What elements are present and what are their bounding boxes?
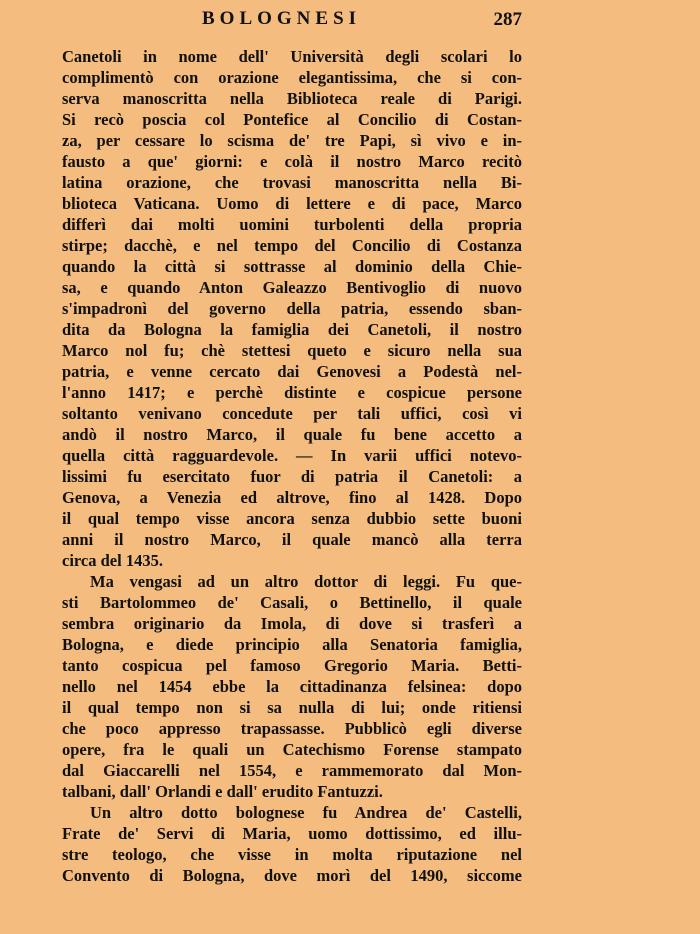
page-header: [62, 8, 522, 34]
text-line: differì dai molti uomini turbolenti della propria: [62, 215, 522, 234]
text-line: il qual tempo non si sa nulla di lui; onde ritiensi: [62, 698, 522, 717]
text-line: serva manoscritta nella Biblioteca reale di Parigi.: [62, 89, 522, 108]
text-line: dita da Bologna la famiglia dei Canetoli, il nostro: [62, 320, 522, 339]
text-line: tanto cospicua pel famoso Gregorio Maria. Betti-: [62, 656, 522, 675]
text-line: andò il nostro Marco, il quale fu bene accetto a: [62, 425, 522, 444]
text-line: anni il nostro Marco, il quale mancò alla terra: [62, 530, 522, 549]
text-line: quando la città si sottrasse al dominio della Chie-: [62, 257, 522, 276]
text-line: fausto a que' giorni: e colà il nostro Marco recitò: [62, 152, 522, 171]
text-line: Frate de' Servi di Maria, uomo dottissimo, ed illu-: [62, 824, 522, 843]
text-line: opere, fra le quali un Catechismo Forense stampato: [62, 740, 522, 759]
text-line: soltanto venivano concedute per tali uffici, così vi: [62, 404, 522, 423]
text-line: Canetoli in nome dell' Università degli scolari lo: [62, 47, 522, 66]
text-line: che poco appresso trapassasse. Pubblicò egli diverse: [62, 719, 522, 738]
text-line: patria, e venne cercato dai Genovesi a Podestà nel-: [62, 362, 522, 381]
text-line: talbani, dall' Orlandi e dall' erudito Fantuzzi.: [62, 782, 383, 801]
text-line: Un altro dotto bolognese fu Andrea de' Castelli,: [90, 803, 522, 822]
running-title: BOLOGNESI: [202, 8, 362, 29]
text-line: za, per cessare lo scisma de' tre Papi, sì vivo e in-: [62, 131, 522, 150]
page-number: 287: [493, 9, 522, 30]
text-line: sembra originario da Imola, di dove si trasferì a: [62, 614, 522, 633]
text-line: latina orazione, che trovasi manoscritta nella Bi-: [62, 173, 522, 192]
text-line: sti Bartolommeo de' Casali, o Bettinello, il quale: [62, 593, 522, 612]
text-line: Marco nol fu; chè stettesi queto e sicuro nella sua: [62, 341, 522, 360]
text-line: Si recò poscia col Pontefice al Concilio di Costan-: [62, 110, 522, 129]
text-line: Genova, a Venezia ed altrove, fino al 1428. Dopo: [62, 488, 522, 507]
body-text: [62, 46, 522, 886]
text-line: Bologna, e diede principio alla Senatoria famiglia,: [62, 635, 522, 654]
text-line: sa, e quando Anton Galeazzo Bentivoglio di nuovo: [62, 278, 522, 297]
text-line: complimentò con orazione elegantissima, che si con-: [62, 68, 522, 87]
text-line: stirpe; dacchè, e nel tempo del Concilio di Costanza: [62, 236, 522, 255]
text-line: Convento di Bologna, dove morì del 1490, siccome: [62, 866, 522, 885]
text-line: Ma vengasi ad un altro dottor di leggi. Fu que-: [90, 572, 522, 591]
text-line: circa del 1435.: [62, 551, 163, 570]
text-line: nello nel 1454 ebbe la cittadinanza felsinea: dopo: [62, 677, 522, 696]
text-line: lissimi fu esercitato fuor di patria il Canetoli: a: [62, 467, 522, 486]
text-line: il qual tempo visse ancora senza dubbio sette buoni: [62, 509, 522, 528]
text-line: stre teologo, che visse in molta riputazione nel: [62, 845, 522, 864]
text-line: l'anno 1417; e perchè distinte e cospicue persone: [62, 383, 522, 402]
text-line: blioteca Vaticana. Uomo di lettere e di pace, Marco: [62, 194, 522, 213]
text-line: s'impadronì del governo della patria, essendo sban-: [62, 299, 522, 318]
text-line: quella città ragguardevole. — In varii uffici notevo-: [62, 446, 522, 465]
text-line: dal Giaccarelli nel 1554, e rammemorato dal Mon-: [62, 761, 522, 780]
